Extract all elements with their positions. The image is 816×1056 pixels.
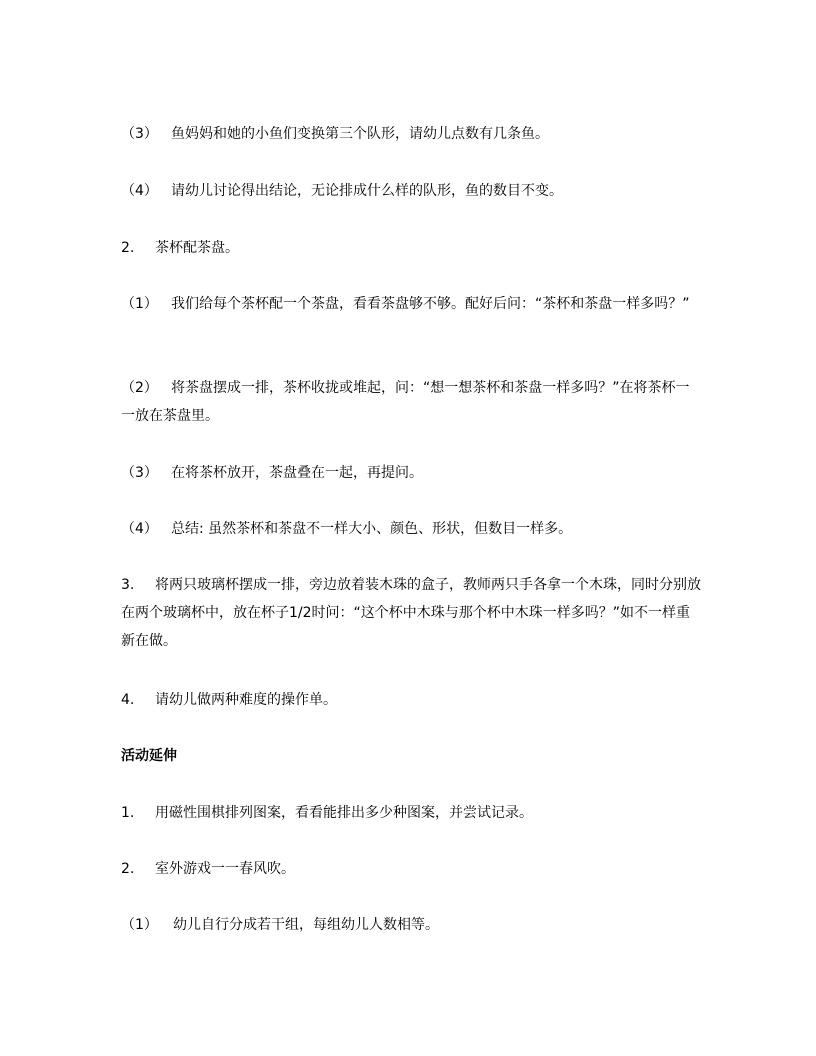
paragraph-number: 2.	[121, 240, 135, 256]
paragraph-substep-3	[121, 459, 701, 487]
paragraph-number: 3.	[121, 577, 135, 593]
paragraph-number: （4）	[121, 183, 158, 199]
paragraph-number: （2）	[121, 380, 158, 396]
paragraph-text: 请幼儿讨论得出结论，无论排成什么样的队形，鱼的数目不变。	[171, 183, 563, 199]
paragraph-substep-2	[121, 374, 701, 430]
paragraph-number: 2.	[121, 861, 135, 877]
paragraph-text: 用磁性围棋排列图案，看看能排出多少种图案，并尝试记录。	[155, 805, 533, 821]
paragraph-number: 1.	[121, 805, 135, 821]
paragraph-extension-substep-1	[121, 911, 701, 939]
paragraph-number: 4.	[121, 692, 135, 708]
paragraph-number: （3）	[121, 126, 158, 142]
paragraph-text: 室外游戏一一春风吹。	[155, 861, 295, 877]
paragraph-step-3	[121, 120, 701, 148]
paragraph-text: 请幼儿做两种难度的操作单。	[155, 692, 337, 708]
paragraph-text: 总结: 虽然茶杯和茶盘不一样大小、颜色、形状，但数目一样多。	[171, 521, 573, 537]
paragraph-step-4	[121, 177, 701, 205]
paragraph-extension-1	[121, 799, 701, 827]
paragraph-number: （1）	[121, 296, 158, 312]
paragraph-text: 我们给每个茶杯配一个茶盘，看看茶盘够不够。配好后问：“茶杯和茶盘一样多吗？”	[171, 296, 690, 312]
paragraph-section-3	[121, 571, 701, 655]
paragraph-text: 将两只玻璃杯摆成一排，旁边放着装木珠的盒子，教师两只手各拿一个木珠，同时分别放在两个玻璃杯中，放在杯子1/2时问：“这个杯中木珠与那个杯中木珠一样多吗？”如不一样重新在做。	[121, 577, 701, 649]
paragraph-text: 在将茶杯放开，茶盘叠在一起，再提问。	[171, 465, 423, 481]
paragraph-number: （3）	[121, 465, 158, 481]
paragraph-number: （4）	[121, 521, 158, 537]
paragraph-text: 将茶盘摆成一排，茶杯收拢或堆起，问：“想一想茶杯和茶盘一样多吗？”在将茶杯一一放在茶盘里。	[121, 380, 690, 424]
paragraph-section-4	[121, 686, 701, 714]
paragraph-substep-1	[121, 290, 701, 318]
section-heading: 活动延伸	[121, 748, 177, 764]
paragraph-section-2	[121, 234, 701, 262]
paragraph-text: 茶杯配茶盘。	[155, 240, 239, 256]
paragraph-text: 鱼妈妈和她的小鱼们变换第三个队形，请幼儿点数有几条鱼。	[171, 126, 549, 142]
paragraph-substep-4	[121, 515, 701, 543]
paragraph-extension-2	[121, 855, 701, 883]
paragraph-number: （1）	[121, 917, 158, 933]
paragraph-text: 幼儿自行分成若干组，每组幼儿人数相等。	[173, 917, 439, 933]
